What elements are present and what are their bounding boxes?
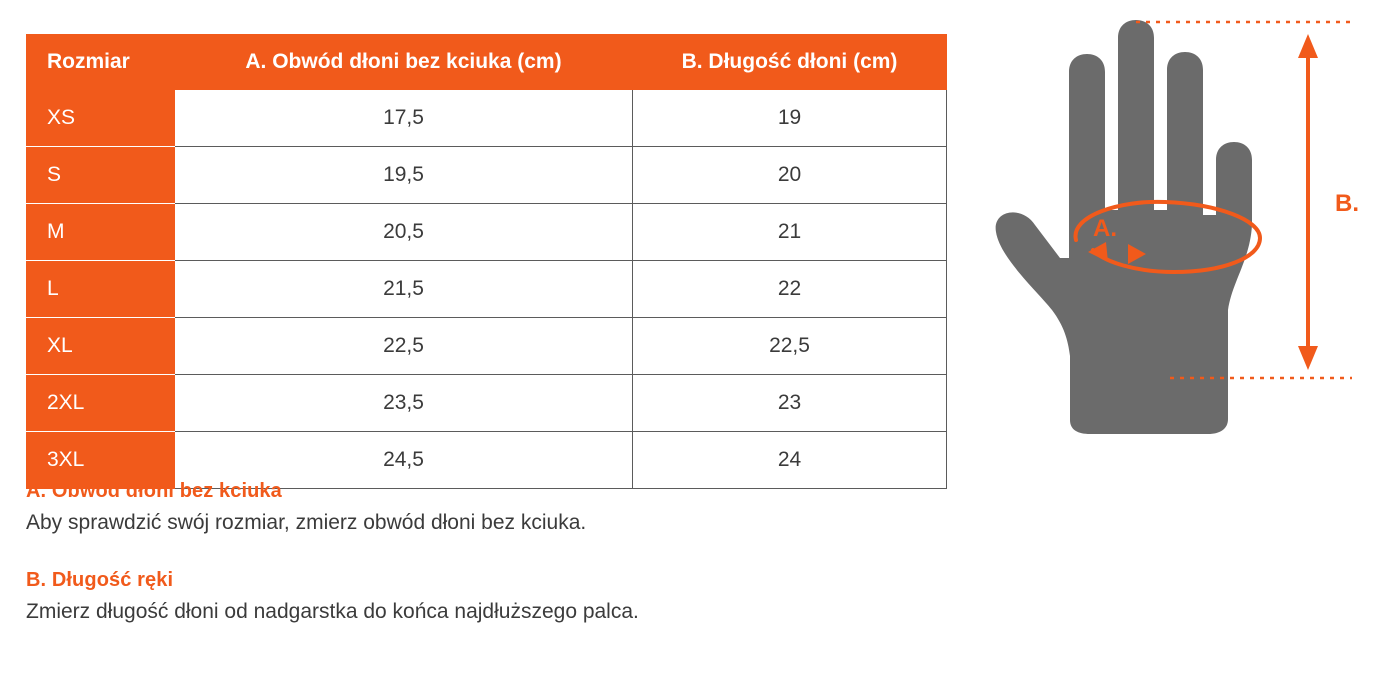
cell-length: 22,5	[633, 318, 947, 375]
label-b: B.	[1335, 190, 1359, 217]
cell-circumference: 22,5	[175, 318, 633, 375]
table-row	[27, 375, 947, 432]
note-heading-b: B. Długość ręki	[26, 569, 174, 591]
cell-length: 21	[633, 204, 947, 261]
cell-size: M	[27, 204, 175, 261]
table-row	[27, 318, 947, 375]
cell-circumference: 17,5	[175, 90, 633, 147]
table-header-row	[27, 35, 947, 90]
cell-length: 19	[633, 90, 947, 147]
cell-circumference: 21,5	[175, 261, 633, 318]
size-table-container	[26, 34, 946, 489]
hand-diagram-svg	[960, 10, 1380, 460]
cell-length: 23	[633, 375, 947, 432]
arrow-head-b-bottom	[1298, 346, 1318, 370]
cell-size: 3XL	[27, 432, 175, 489]
cell-size: S	[27, 147, 175, 204]
cell-length: 22	[633, 261, 947, 318]
cell-size: XS	[27, 90, 175, 147]
column-header-size: Rozmiar	[27, 35, 175, 90]
cell-circumference: 24,5	[175, 432, 633, 489]
size-table-header	[27, 35, 947, 90]
cell-circumference: 19,5	[175, 147, 633, 204]
size-table	[26, 34, 947, 489]
cell-length: 24	[633, 432, 947, 489]
arrow-head-b-top	[1298, 34, 1318, 58]
cell-circumference: 23,5	[175, 375, 633, 432]
table-row	[27, 204, 947, 261]
cell-size: L	[27, 261, 175, 318]
cell-circumference: 20,5	[175, 204, 633, 261]
cell-size: 2XL	[27, 375, 175, 432]
table-row	[27, 90, 947, 147]
note-heading-a: A. Obwód dłoni bez kciuka	[26, 480, 282, 502]
note-text-a: Aby sprawdzić swój rozmiar, zmierz obwód dłoni bez kciuka.	[26, 511, 587, 534]
size-table-body	[27, 90, 947, 489]
column-header-circumference: A. Obwód dłoni bez kciuka (cm)	[175, 35, 633, 90]
note-text-b: Zmierz długość dłoni od nadgarstka do końca najdłuższego palca.	[26, 600, 639, 623]
hand-measurement-illustration	[960, 10, 1380, 460]
table-row	[27, 261, 947, 318]
measurement-notes	[26, 480, 1006, 624]
table-row	[27, 147, 947, 204]
hand-silhouette-icon	[996, 20, 1252, 434]
label-a: A.	[1093, 215, 1117, 242]
cell-size: XL	[27, 318, 175, 375]
column-header-length: B. Długość dłoni (cm)	[633, 35, 947, 90]
cell-length: 20	[633, 147, 947, 204]
